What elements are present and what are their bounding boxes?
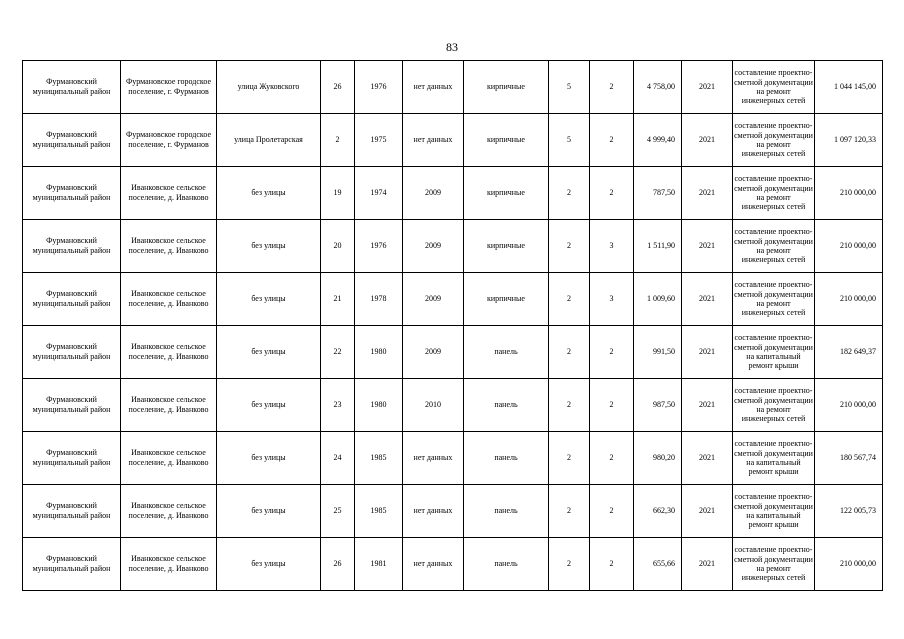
plan-year-cell: 2021: [682, 220, 733, 273]
settlement-cell: Иванковское сельское поселение, д. Иванково: [121, 432, 217, 485]
plan-year-cell: 2021: [682, 485, 733, 538]
work-type-cell: составление проектно-сметной документации на ремонт инженерных сетей: [733, 273, 815, 326]
district-cell: Фурмановский муниципальный район: [23, 220, 121, 273]
settlement-cell: Иванковское сельское поселение, д. Иванково: [121, 326, 217, 379]
street-cell: без улицы: [217, 273, 321, 326]
house-number-cell: 20: [321, 220, 355, 273]
cost-cell: 122 005,73: [815, 485, 883, 538]
table-row: [23, 273, 883, 326]
area-cell: 787,50: [634, 167, 682, 220]
table-row: [23, 485, 883, 538]
cost-cell: 210 000,00: [815, 167, 883, 220]
floors-cell: 2: [549, 485, 590, 538]
street-cell: без улицы: [217, 485, 321, 538]
year-built-cell: 1985: [355, 432, 403, 485]
settlement-cell: Иванковское сельское поселение, д. Иванково: [121, 485, 217, 538]
entrances-cell: 2: [590, 432, 634, 485]
floors-cell: 2: [549, 326, 590, 379]
work-type-cell: составление проектно-сметной документации на ремонт инженерных сетей: [733, 61, 815, 114]
floors-cell: 2: [549, 220, 590, 273]
year-built-cell: 1985: [355, 485, 403, 538]
entrances-cell: 3: [590, 220, 634, 273]
table-row: [23, 432, 883, 485]
district-cell: Фурмановский муниципальный район: [23, 538, 121, 591]
settlement-cell: Иванковское сельское поселение, д. Иванково: [121, 379, 217, 432]
cost-cell: 182 649,37: [815, 326, 883, 379]
street-cell: без улицы: [217, 379, 321, 432]
area-cell: 4 999,40: [634, 114, 682, 167]
year-last-repair-cell: нет данных: [403, 61, 464, 114]
house-number-cell: 2: [321, 114, 355, 167]
district-cell: Фурмановский муниципальный район: [23, 432, 121, 485]
area-cell: 662,30: [634, 485, 682, 538]
district-cell: Фурмановский муниципальный район: [23, 326, 121, 379]
area-cell: 991,50: [634, 326, 682, 379]
cost-cell: 210 000,00: [815, 273, 883, 326]
street-cell: без улицы: [217, 538, 321, 591]
entrances-cell: 2: [590, 167, 634, 220]
year-last-repair-cell: 2010: [403, 379, 464, 432]
year-last-repair-cell: нет данных: [403, 485, 464, 538]
table-body: [23, 61, 883, 591]
wall-material-cell: панель: [464, 432, 549, 485]
settlement-cell: Иванковское сельское поселение, д. Иванково: [121, 538, 217, 591]
settlement-cell: Фурмановское городское поселение, г. Фурманов: [121, 61, 217, 114]
wall-material-cell: кирпичные: [464, 167, 549, 220]
street-cell: улица Пролетарская: [217, 114, 321, 167]
house-number-cell: 22: [321, 326, 355, 379]
cost-cell: 210 000,00: [815, 220, 883, 273]
district-cell: Фурмановский муниципальный район: [23, 114, 121, 167]
plan-year-cell: 2021: [682, 273, 733, 326]
plan-year-cell: 2021: [682, 114, 733, 167]
wall-material-cell: кирпичные: [464, 273, 549, 326]
year-built-cell: 1976: [355, 61, 403, 114]
year-last-repair-cell: нет данных: [403, 538, 464, 591]
wall-material-cell: кирпичные: [464, 114, 549, 167]
entrances-cell: 2: [590, 379, 634, 432]
year-last-repair-cell: нет данных: [403, 432, 464, 485]
entrances-cell: 2: [590, 114, 634, 167]
area-cell: 987,50: [634, 379, 682, 432]
work-type-cell: составление проектно-сметной документации на ремонт инженерных сетей: [733, 220, 815, 273]
floors-cell: 5: [549, 114, 590, 167]
street-cell: без улицы: [217, 326, 321, 379]
wall-material-cell: кирпичные: [464, 220, 549, 273]
cost-cell: 180 567,74: [815, 432, 883, 485]
year-built-cell: 1974: [355, 167, 403, 220]
year-last-repair-cell: 2009: [403, 326, 464, 379]
table-row: [23, 326, 883, 379]
floors-cell: 2: [549, 273, 590, 326]
district-cell: Фурмановский муниципальный район: [23, 273, 121, 326]
table-row: [23, 61, 883, 114]
year-last-repair-cell: нет данных: [403, 114, 464, 167]
table-row: [23, 114, 883, 167]
work-type-cell: составление проектно-сметной документации на ремонт инженерных сетей: [733, 114, 815, 167]
wall-material-cell: панель: [464, 538, 549, 591]
floors-cell: 2: [549, 167, 590, 220]
settlement-cell: Иванковское сельское поселение, д. Иванково: [121, 167, 217, 220]
house-number-cell: 26: [321, 538, 355, 591]
table-row: [23, 379, 883, 432]
street-cell: улица Жуковского: [217, 61, 321, 114]
district-cell: Фурмановский муниципальный район: [23, 61, 121, 114]
year-built-cell: 1981: [355, 538, 403, 591]
work-type-cell: составление проектно-сметной документации на капитальный ремонт крыши: [733, 485, 815, 538]
floors-cell: 2: [549, 432, 590, 485]
year-last-repair-cell: 2009: [403, 273, 464, 326]
street-cell: без улицы: [217, 220, 321, 273]
area-cell: 980,20: [634, 432, 682, 485]
work-type-cell: составление проектно-сметной документации на ремонт инженерных сетей: [733, 167, 815, 220]
district-cell: Фурмановский муниципальный район: [23, 379, 121, 432]
wall-material-cell: панель: [464, 485, 549, 538]
area-cell: 1 511,90: [634, 220, 682, 273]
cost-cell: 210 000,00: [815, 379, 883, 432]
wall-material-cell: кирпичные: [464, 61, 549, 114]
year-last-repair-cell: 2009: [403, 167, 464, 220]
house-number-cell: 25: [321, 485, 355, 538]
year-built-cell: 1976: [355, 220, 403, 273]
settlement-cell: Иванковское сельское поселение, д. Иванково: [121, 220, 217, 273]
wall-material-cell: панель: [464, 379, 549, 432]
area-cell: 4 758,00: [634, 61, 682, 114]
housing-repair-table: [22, 60, 883, 591]
cost-cell: 210 000,00: [815, 538, 883, 591]
street-cell: без улицы: [217, 167, 321, 220]
table-row: [23, 167, 883, 220]
year-last-repair-cell: 2009: [403, 220, 464, 273]
district-cell: Фурмановский муниципальный район: [23, 485, 121, 538]
plan-year-cell: 2021: [682, 379, 733, 432]
house-number-cell: 21: [321, 273, 355, 326]
entrances-cell: 3: [590, 273, 634, 326]
year-built-cell: 1980: [355, 379, 403, 432]
house-number-cell: 23: [321, 379, 355, 432]
area-cell: 1 009,60: [634, 273, 682, 326]
work-type-cell: составление проектно-сметной документации на ремонт инженерных сетей: [733, 379, 815, 432]
entrances-cell: 2: [590, 326, 634, 379]
work-type-cell: составление проектно-сметной документации на капитальный ремонт крыши: [733, 432, 815, 485]
year-built-cell: 1975: [355, 114, 403, 167]
entrances-cell: 2: [590, 538, 634, 591]
floors-cell: 2: [549, 379, 590, 432]
plan-year-cell: 2021: [682, 61, 733, 114]
settlement-cell: Иванковское сельское поселение, д. Иванково: [121, 273, 217, 326]
house-number-cell: 24: [321, 432, 355, 485]
plan-year-cell: 2021: [682, 167, 733, 220]
area-cell: 655,66: [634, 538, 682, 591]
plan-year-cell: 2021: [682, 538, 733, 591]
table-row: [23, 538, 883, 591]
plan-year-cell: 2021: [682, 326, 733, 379]
house-number-cell: 26: [321, 61, 355, 114]
settlement-cell: Фурмановское городское поселение, г. Фурманов: [121, 114, 217, 167]
year-built-cell: 1980: [355, 326, 403, 379]
cost-cell: 1 044 145,00: [815, 61, 883, 114]
page-number: 83: [446, 40, 458, 54]
work-type-cell: составление проектно-сметной документации на капитальный ремонт крыши: [733, 326, 815, 379]
cost-cell: 1 097 120,33: [815, 114, 883, 167]
table-row: [23, 220, 883, 273]
wall-material-cell: панель: [464, 326, 549, 379]
street-cell: без улицы: [217, 432, 321, 485]
house-number-cell: 19: [321, 167, 355, 220]
plan-year-cell: 2021: [682, 432, 733, 485]
year-built-cell: 1978: [355, 273, 403, 326]
district-cell: Фурмановский муниципальный район: [23, 167, 121, 220]
entrances-cell: 2: [590, 61, 634, 114]
floors-cell: 5: [549, 61, 590, 114]
floors-cell: 2: [549, 538, 590, 591]
entrances-cell: 2: [590, 485, 634, 538]
work-type-cell: составление проектно-сметной документации на ремонт инженерных сетей: [733, 538, 815, 591]
